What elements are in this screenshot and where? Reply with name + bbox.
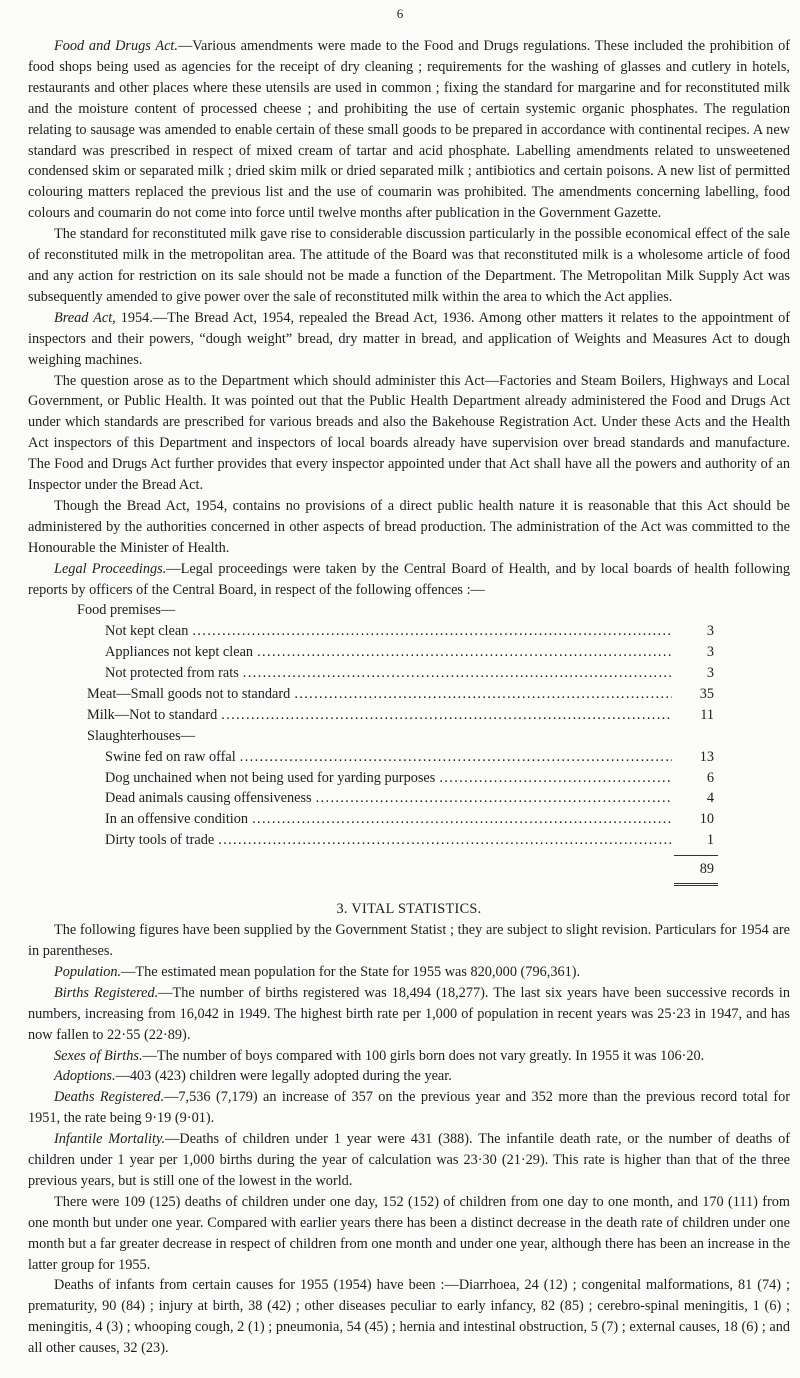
food-drugs-paragraph	[28, 36, 790, 224]
infant-mortality-paragraph	[28, 1129, 790, 1192]
bread-act-heading: Bread Act,	[54, 309, 116, 326]
vital-intro-paragraph: The following figures have been supplied by the Government Statist ; they are subject to slight revision. Particulars for 1954 are in parentheses.	[28, 922, 790, 959]
offence-row: In an offensive condition . . . 10	[28, 809, 790, 830]
page-number: 6	[396, 6, 404, 21]
total-double-rule	[674, 883, 718, 886]
offence-row: Meat—Small goods not to standard . . . 35	[28, 684, 790, 705]
page-body	[28, 36, 790, 1359]
offence-row: Swine fed on raw offal . . . 13	[28, 747, 790, 768]
offences-total-block	[28, 851, 790, 897]
bread-minister-paragraph: Though the Bread Act, 1954, contains no provisions of a direct public health nature it is reasonable that this Act should be administered by the authorities concerned in other aspects of bread production. The administration of the Act was committed to the Honourable the Minister of Health.	[28, 497, 790, 556]
bread-act-paragraph	[28, 308, 790, 371]
offences-total: 89	[699, 861, 714, 878]
vital-statistics-heading: 3. VITAL STATISTICS.	[336, 901, 482, 918]
population-paragraph	[28, 962, 790, 983]
bread-admin-paragraph: The question arose as to the Department which should administer this Act—Factories and Steam Boilers, Highways and Local Government, or Public Health. It was pointed out that the Public Health Department already administered the Food and Drugs Act under which standards are prescribed for various breads and also the Bakehouse Registration Act. Under these Acts and the Health Act inspectors of this Department and inspectors of local boards already have supervision over bread standards and manufacture. The Food and Drugs Act further provides that every inspector appointed under that Act shall have all the powers and authority of an Inspector under the Bread Act.	[28, 372, 790, 494]
infant-causes-paragraph: Deaths of infants from certain causes for 1955 (1954) have been :—Diarrhoea, 24 (12) ; congenital malformations, 81 (74) ; prematurity, 90 (84) ; injury at birth, 38 (42) ; other diseases peculiar to early infancy, 82 (85) ; cerebro-spinal meningitis, 1 (6) ; meningitis, 4 (3) ; whooping cough, 2 (1) ; pneumonia, 54 (45) ; hernia and intestinal obstruction, 5 (7) ; external causes, 18 (6) ; and all other causes, 32 (23).	[28, 1277, 790, 1357]
infant-mortality-text: —Deaths of children under 1 year were 431 (388). The infantile death rate, or the number of deaths of children under 1 year per 1,000 births during the year of calculation was 23·30 (21·29). This rate is higher than that of the three previous years, but is still one of the lowest in the world.	[28, 1131, 790, 1189]
legal-proceedings-paragraph	[28, 559, 790, 601]
total-rule	[674, 855, 718, 856]
deaths-text: —7,536 (7,179) an increase of 357 on the previous year and 352 more than the previous record total for 1951, the rate being 9·19 (9·01).	[28, 1089, 791, 1127]
offence-row: Not protected from rats . . . 3	[28, 663, 790, 684]
deaths-paragraph	[28, 1087, 790, 1129]
population-text: —The estimated mean population for the State for 1955 was 820,000 (796,361).	[121, 963, 581, 980]
offence-row: Milk—Not to standard . . . 11	[28, 705, 790, 726]
deaths-heading: Deaths Registered.	[54, 1089, 165, 1106]
offences-list	[28, 600, 790, 897]
infant-deaths-age-paragraph: There were 109 (125) deaths of children under one day, 152 (152) of children from one day to one month, and 170 (111) from one month but under one year. Compared with earlier years there has been a distinct decrease in the death rate of children under one month but a far greater decrease in respect of children from one month and under one year, although there has been an increase in the latter group for 1955.	[28, 1193, 791, 1273]
offence-row: Not kept clean . . . 3	[28, 621, 790, 642]
adoptions-paragraph	[28, 1066, 790, 1087]
sexes-heading: Sexes of Births.	[54, 1047, 143, 1064]
food-drugs-text: —Various amendments were made to the Food and Drugs regulations. These included the prohibition of food shops being used as agencies for the receipt of dry cleaning ; requirements for the washing of glasses and cutlery in hotels, restaurants and other places where these utensils are used in common ; fixing the standard for margarine and for reconstituted milk and the moisture content of processed cheese ; and prohibiting the use of certain systemic organic phosphates. The regulation relating to sausage was amended to enable certain of these small goods to be prepared in accordance with continental recipes. A new standard was prescribed in respect of mixed cream of tartar and acid phosphate. Labelling amendments related to unsweetened condensed skim or separated milk ; dried skim milk or dried separated milk ; antibiotics and certain poisons. A new list of permitted colouring matters replaced the previous list and the use of coumarin was prohibited. The amendments concerning labelling, food colours and coumarin do not come into force until twelve months after publication in the Government Gazette.	[28, 38, 790, 222]
food-premises-heading: Food premises—	[77, 602, 176, 619]
infant-mortality-heading: Infantile Mortality.	[54, 1131, 166, 1148]
reconstituted-milk-paragraph: The standard for reconstituted milk gave rise to considerable discussion particularly in the possible economical effect of the sale of reconstituted milk in the metropolitan area. The attitude of the Board was that reconstituted milk is a wholesome article of food and any action for restriction on its sale should not be made a function of the Department. The Metropolitan Milk Supply Act was subsequently amended to give power over the sale of reconstituted milk within the area to which the Act applies.	[28, 226, 790, 305]
food-drugs-heading: Food and Drugs Act.	[54, 38, 178, 54]
legal-proceedings-heading: Legal Proceedings.	[54, 560, 167, 577]
slaughterhouses-heading: Slaughterhouses—	[87, 727, 196, 744]
offence-row: Dead animals causing offensiveness . . . 4	[28, 788, 790, 809]
offence-row: Appliances not kept clean . . . 3	[28, 642, 790, 663]
bread-act-text: 1954.—The Bread Act, 1954, repealed the Bread Act, 1936. Among other matters it relates to the appointment of inspectors and their powers, “dough weight” bread, dry matter in bread, and application of Weights and Measures Act to dough weighing machines.	[28, 309, 790, 368]
offence-row: Dog unchained when not being used for yarding purposes . . . 6	[28, 768, 790, 789]
legal-proceedings-text: —Legal proceedings were taken by the Central Board of Health, and by local boards of health following reports by officers of the Central Board, in respect of the following offences :—	[28, 560, 790, 598]
adoptions-text: —403 (423) children were legally adopted during the year.	[115, 1068, 452, 1085]
births-paragraph	[28, 983, 790, 1046]
births-text: —The number of births registered was 18,494 (18,277). The last six years have been successive records in numbers, increasing from 16,042 in 1949. The highest birth rate per 1,000 of population in recent years was 25·23 in 1947, and has now fallen to 22·55 (22·89).	[28, 984, 791, 1043]
sexes-paragraph	[28, 1046, 790, 1067]
adoptions-heading: Adoptions.	[54, 1068, 116, 1085]
population-heading: Population.	[54, 963, 122, 980]
births-heading: Births Registered.	[54, 984, 159, 1001]
offence-row: Dirty tools of trade . . . 1	[28, 830, 790, 851]
sexes-text: —The number of boys compared with 100 girls born does not vary greatly. In 1955 it was 106·20.	[142, 1047, 705, 1064]
